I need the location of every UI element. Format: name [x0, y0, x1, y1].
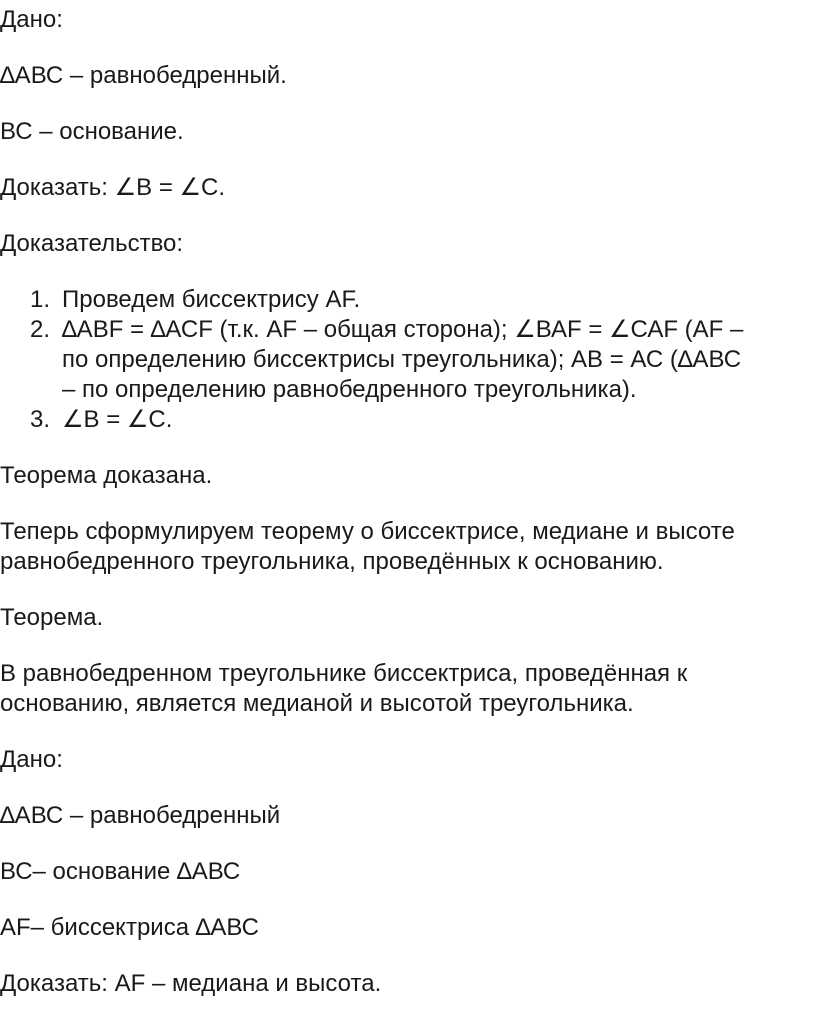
theorem-proved: Теорема доказана.	[0, 462, 213, 489]
given-triangle-isosceles-2: ∆АВС – равнобедренный	[0, 802, 281, 829]
given-triangle-isosceles: ∆АВС – равнобедренный.	[0, 62, 287, 89]
proof-step-number: 1.	[30, 286, 51, 313]
given-heading-2: Дано:	[0, 746, 63, 773]
proof-step-text: ∆АВF = ∆АСF (т.к. АF – общая сторона); ∠ВАF = ∠САF (АF –	[62, 316, 744, 343]
given-heading: Дано:	[0, 6, 63, 33]
prove-statement-2: Доказать: АF – медиана и высота.	[0, 970, 382, 997]
proof-step-number: 3.	[30, 406, 51, 433]
theorem-heading: Теорема.	[0, 604, 104, 631]
theorem-statement-line: основанию, является медианой и высотой треугольника.	[0, 690, 634, 717]
proof-step-text: ∠В = ∠С.	[62, 406, 173, 433]
proof-step-number: 2.	[30, 316, 51, 343]
intro-paragraph-line: равнобедренного треугольника, проведённых к основанию.	[0, 548, 664, 575]
proof-step-text: Проведем биссектрису АF.	[62, 286, 361, 313]
given-base-2: ВС– основание ∆АВС	[0, 858, 241, 885]
proof-heading: Доказательство:	[0, 230, 184, 257]
given-bisector: АF– биссектриса ∆АВС	[0, 914, 259, 941]
proof-step-text: по определению биссектрисы треугольника); АВ = АС (∆АВС	[62, 346, 742, 373]
prove-statement: Доказать: ∠В = ∠С.	[0, 174, 226, 201]
theorem-statement-line: В равнобедренном треугольнике биссектриса, проведённая к	[0, 660, 688, 687]
given-base: ВС – основание.	[0, 118, 184, 145]
proof-step-text: – по определению равнобедренного треугольника).	[62, 376, 637, 403]
intro-paragraph-line: Теперь сформулируем теорему о биссектрисе, медиане и высоте	[0, 518, 735, 545]
